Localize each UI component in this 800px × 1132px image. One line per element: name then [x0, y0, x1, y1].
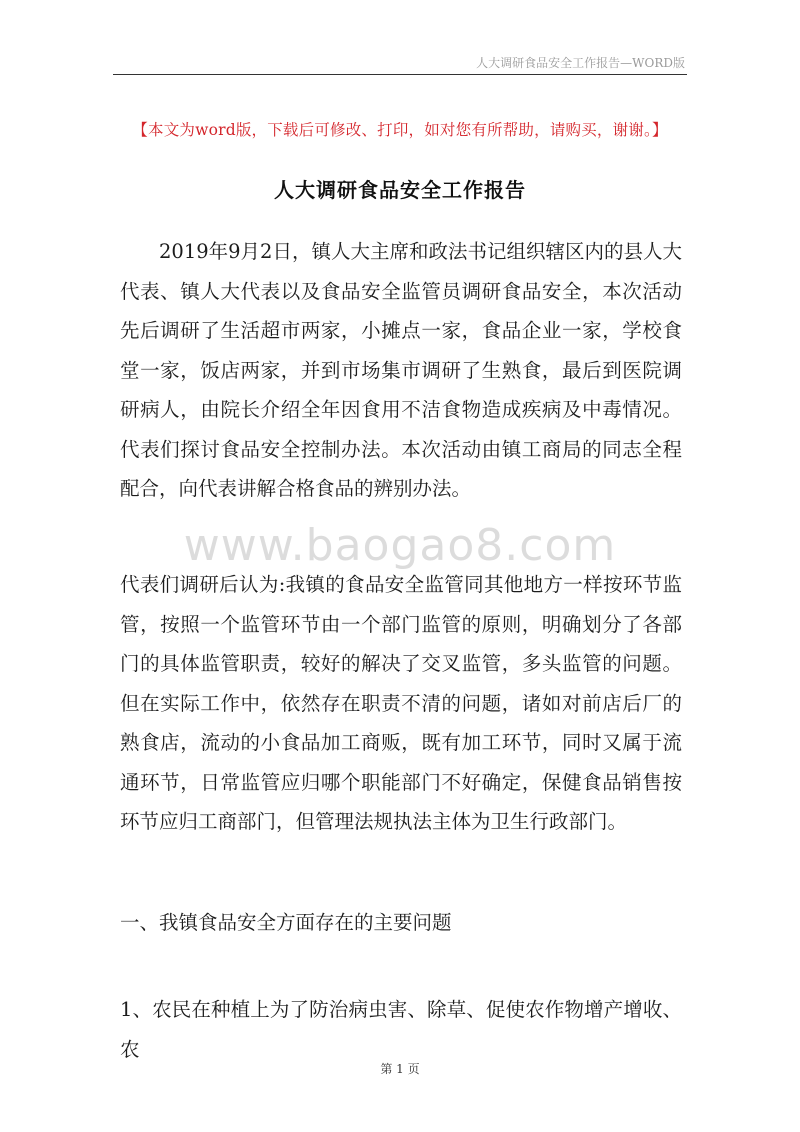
page-number: 第 1 页	[380, 1062, 420, 1076]
header-divider	[113, 74, 687, 75]
section-heading-problems: 一、我镇食品安全方面存在的主要问题	[120, 911, 452, 934]
page-header-title: 人大调研食品安全工作报告—WORD版	[476, 56, 685, 70]
watermark-text: www.baogao8.com	[183, 520, 617, 571]
paragraph-findings: 代表们调研后认为:我镇的食品安全监管同其他地方一样按环节监管，按照一个监管环节由一个部门监管的原则，明确划分了各部门的具体监管职责，较好的解决了交叉监管，多头监管的问题。但在实际工作中，依然存在职责不清的问题，诸如对前店后厂的熟食店，流动的小食品加工商贩，既有加工环节，同时又属于流通环节，日常监管应归哪个职能部门不好确定，保健食品销售按环节应归工商部门，但管理法规执法主体为卫生行政部门。	[120, 573, 682, 833]
paragraph-item-1: 1、农民在种植上为了防治病虫害、除草、促使农作物增产增收、农	[120, 998, 682, 1061]
purchase-notice: 【本文为word版，下载后可修改、打印，如对您有所帮助，请购买，谢谢。】	[132, 121, 668, 139]
document-title: 人大调研食品安全工作报告	[274, 178, 526, 202]
paragraph-intro: 2019年9月2日，镇人大主席和政法书记组织辖区内的县人大代表、镇人大代表以及食品安全监管员调研食品安全，本次活动先后调研了生活超市两家，小摊点一家，食品企业一家，学校食堂一家，饭店两家，并到市场集市调研了生熟食，最后到医院调研病人，由院长介绍全年因食用不洁食物造成疾病及中毒情况。代表们探讨食品安全控制办法。本次活动由镇工商局的同志全程配合，向代表讲解合格食品的辨别办法。	[120, 240, 682, 500]
